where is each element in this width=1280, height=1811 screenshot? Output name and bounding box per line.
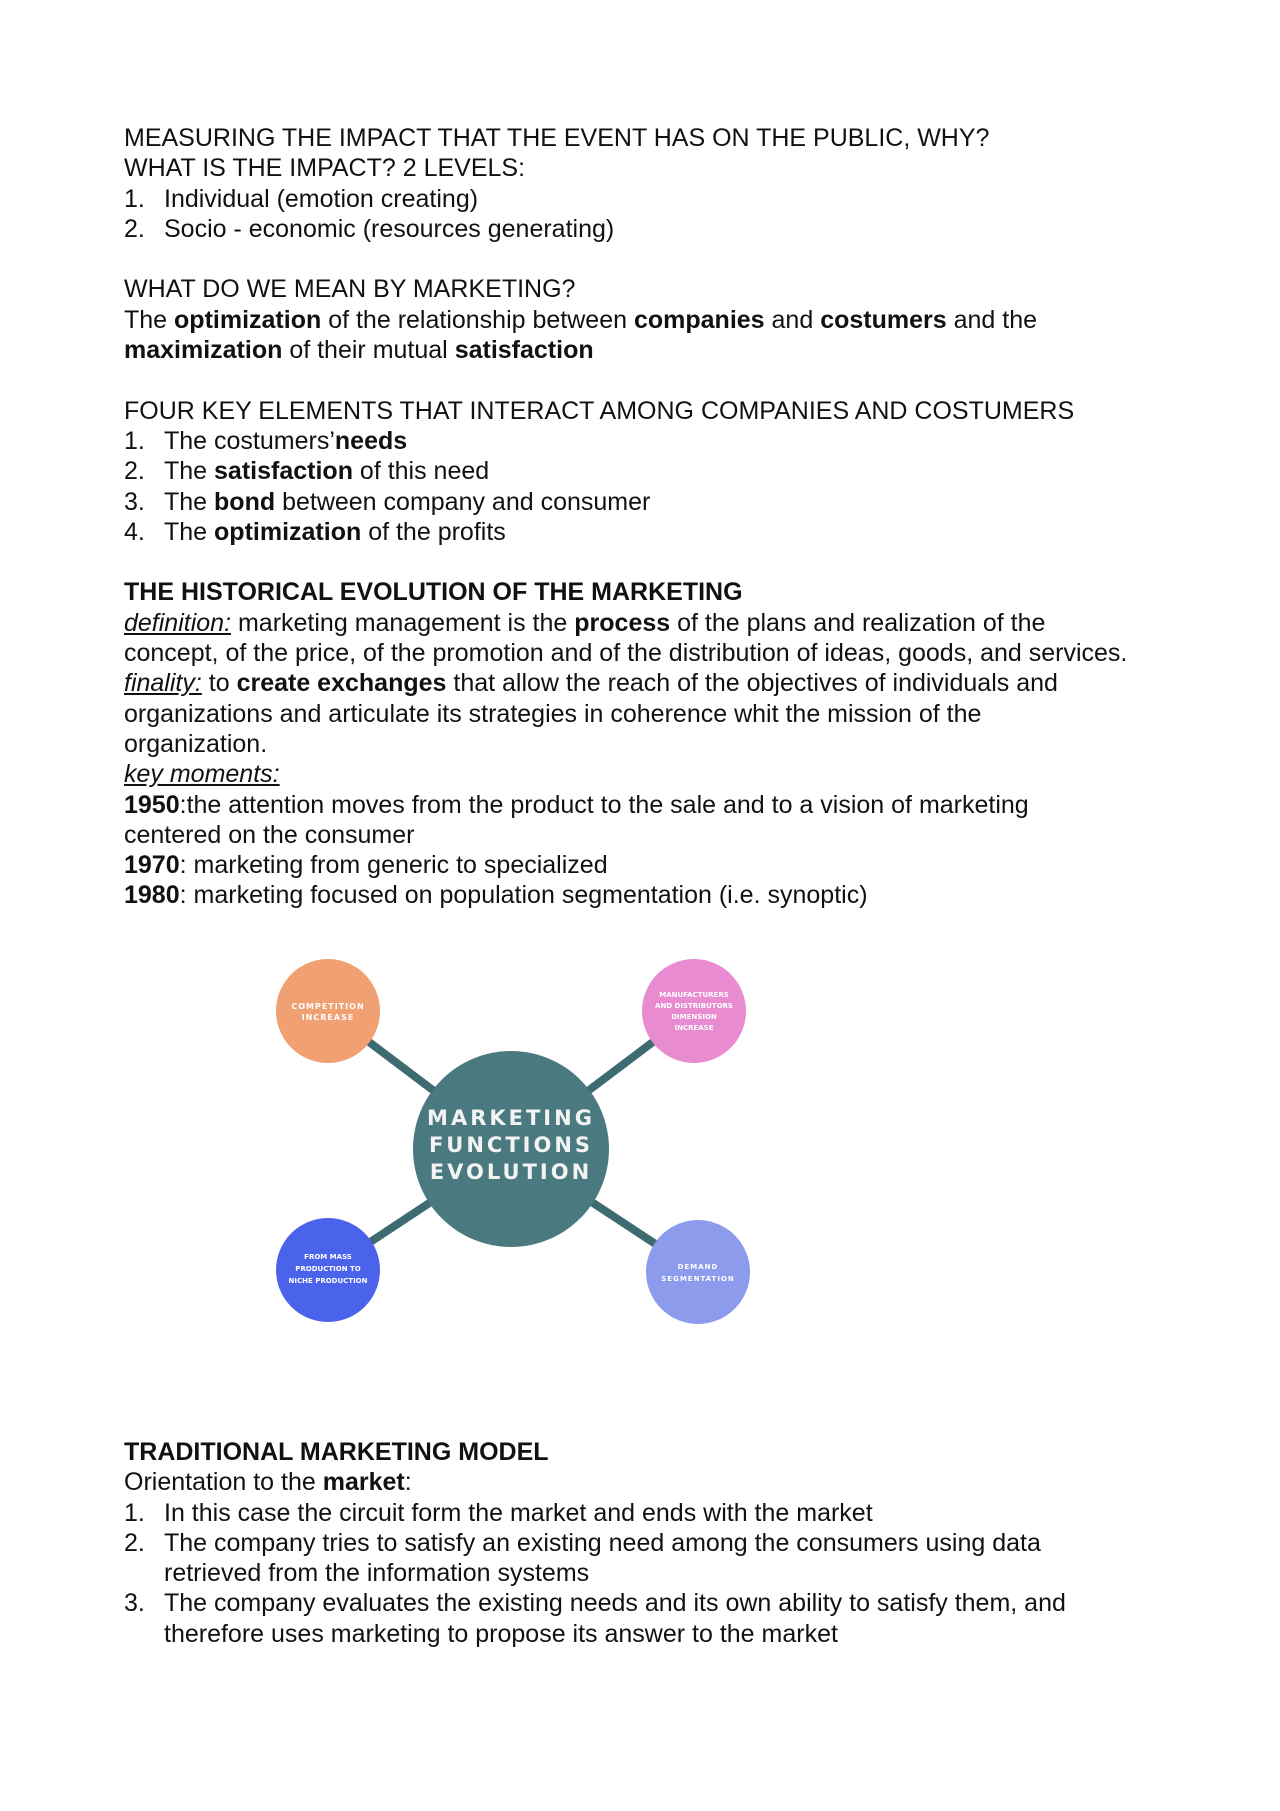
key-element-2	[124, 456, 1184, 486]
list-text: Socio - economic (resources generating)	[164, 214, 615, 243]
bold-run: maximization	[124, 336, 283, 365]
moment-text: :the attention moves from the product to the sale and to a vision of marketing	[179, 790, 1029, 819]
text-run: Orientation to the	[124, 1468, 323, 1497]
text-run: and the	[946, 305, 1037, 334]
impact-level-1	[124, 184, 1184, 214]
traditional-model-heading: TRADITIONAL MARKETING MODEL	[124, 1438, 549, 1466]
list-text: The company tries to satisfy an existing need among the consumers using data	[164, 1528, 1041, 1557]
marketing-definition-line-2	[124, 335, 1184, 365]
text-run: The	[124, 305, 175, 334]
bold-run: market	[322, 1468, 405, 1497]
text-run: of the relationship between	[321, 305, 634, 334]
bold-run: create exchanges	[236, 669, 447, 698]
bold-run: needs	[334, 426, 408, 455]
definition-label: definition:	[124, 608, 232, 637]
list-text: therefore uses marketing to propose its answer to the market	[164, 1619, 838, 1648]
text-run: and	[764, 305, 821, 334]
manufacturers-node	[642, 959, 746, 1063]
moment-text: : marketing from generic to specialized	[179, 851, 608, 880]
key-element-1	[124, 426, 1184, 456]
list-text: The company evaluates the existing needs and its own ability to satisfy them, and	[164, 1589, 1066, 1618]
lower-text-block	[124, 1437, 1184, 1649]
finality-line-3: organization.	[124, 729, 268, 758]
list-number: 1.	[124, 184, 145, 213]
text-run: that allow the reach of the objectives of individuals and	[446, 669, 1058, 698]
bold-run: costumers	[820, 305, 947, 334]
text-run: to	[201, 669, 237, 698]
list-text	[164, 457, 489, 485]
list-number: 4.	[124, 517, 145, 546]
impact-levels-heading: WHAT IS THE IMPACT? 2 LEVELS:	[124, 154, 526, 183]
center-label-line: FUNCTIONS	[428, 1133, 594, 1157]
model-step-2	[124, 1528, 1184, 1589]
list-number: 2.	[124, 214, 145, 243]
text-run: of the profits	[361, 517, 506, 546]
node-label-line: COMPETITION	[291, 1002, 365, 1011]
moment-year: 1980	[124, 881, 180, 910]
moment-text: centered on the consumer	[124, 820, 415, 849]
list-number: 1.	[124, 426, 145, 455]
moment-text: : marketing focused on population segmentation (i.e. synoptic)	[179, 881, 868, 910]
moment-line	[124, 790, 1184, 820]
node-label-line: INCREASE	[674, 1024, 714, 1032]
list-number: 1.	[124, 1498, 145, 1527]
center-label-line: EVOLUTION	[429, 1160, 593, 1184]
definition-line-2: concept, of the price, of the promotion and of the distribution of ideas, goods, and services.	[124, 639, 1128, 668]
finality-label: finality:	[124, 669, 202, 698]
text-run: The	[164, 487, 215, 516]
node-label-line: DEMAND	[677, 1263, 719, 1271]
bold-run: companies	[633, 305, 765, 334]
marketing-question: WHAT DO WE MEAN BY MARKETING?	[124, 275, 576, 304]
marketing-functions-diagram	[262, 955, 762, 1335]
bold-run: optimization	[174, 305, 322, 334]
bold-run: bond	[214, 487, 276, 516]
upper-text-block	[124, 123, 1184, 911]
node-label-line: DIMENSION	[671, 1013, 717, 1021]
impact-question: MEASURING THE IMPACT THAT THE EVENT HAS ON THE PUBLIC, WHY?	[124, 124, 990, 152]
orientation-line	[124, 1467, 1184, 1497]
definition-line-1	[124, 608, 1184, 638]
key-moments-label	[124, 759, 1184, 789]
model-step-1	[124, 1498, 1184, 1528]
text-run: of the plans and realization of the	[670, 608, 1046, 637]
list-text	[164, 488, 650, 516]
key-elements-heading: FOUR KEY ELEMENTS THAT INTERACT AMONG COMPANIES AND COSTUMERS	[124, 396, 1075, 425]
node-label-line: PRODUCTION TO	[295, 1265, 361, 1273]
text-run: of this need	[352, 457, 490, 486]
bold-run: satisfaction	[454, 336, 594, 365]
list-number: 3.	[124, 487, 145, 516]
key-element-3	[124, 487, 1184, 517]
bold-run: optimization	[214, 517, 362, 546]
moment-year: 1950	[124, 790, 180, 819]
marketing-definition-line-1	[124, 305, 1184, 335]
key-moments-text: key moments:	[124, 760, 280, 789]
center-label-line: MARKETING	[427, 1106, 595, 1130]
text-run: :	[404, 1468, 412, 1497]
finality-line-2: organizations and articulate its strategies in coherence whit the mission of the	[124, 699, 982, 728]
node-label-line: SEGMENTATION	[661, 1275, 735, 1283]
node-label-line: MANUFACTURERS	[659, 991, 729, 999]
list-number: 2.	[124, 457, 145, 486]
text-run: The	[164, 457, 215, 486]
list-text: Individual (emotion creating)	[164, 184, 479, 213]
list-text	[164, 427, 407, 455]
text-run: of their mutual	[282, 336, 455, 365]
text-run: The	[164, 517, 215, 546]
list-number: 3.	[124, 1589, 145, 1618]
bold-run: process	[574, 608, 671, 637]
moment-line	[124, 820, 1184, 850]
key-element-4	[124, 517, 1184, 547]
list-text	[164, 518, 506, 546]
text-run: marketing management is the	[231, 608, 575, 637]
impact-level-2	[124, 214, 1184, 244]
node-label-line: NICHE PRODUCTION	[288, 1277, 368, 1285]
text-run: between company and consumer	[275, 487, 651, 516]
diagram-svg	[262, 955, 762, 1335]
node-label-line: INCREASE	[301, 1013, 355, 1022]
list-text: retrieved from the information systems	[164, 1559, 590, 1588]
center-label	[427, 1106, 595, 1184]
historical-evolution-heading: THE HISTORICAL EVOLUTION OF THE MARKETING	[124, 578, 743, 607]
node-label-line: AND DISTRIBUTORS	[655, 1002, 733, 1010]
node-label-line: FROM MASS	[304, 1253, 352, 1261]
text-run: The costumers’	[164, 426, 335, 455]
moment-line	[124, 880, 1184, 910]
finality-line-1	[124, 668, 1184, 698]
list-text: In this case the circuit form the market and ends with the market	[164, 1498, 873, 1527]
moment-line	[124, 850, 1184, 880]
model-step-3	[124, 1588, 1184, 1649]
moment-year: 1970	[124, 851, 180, 880]
list-number: 2.	[124, 1528, 145, 1557]
competition-node	[276, 959, 380, 1063]
bold-run: satisfaction	[214, 457, 353, 486]
demand-segmentation-node	[646, 1220, 750, 1324]
